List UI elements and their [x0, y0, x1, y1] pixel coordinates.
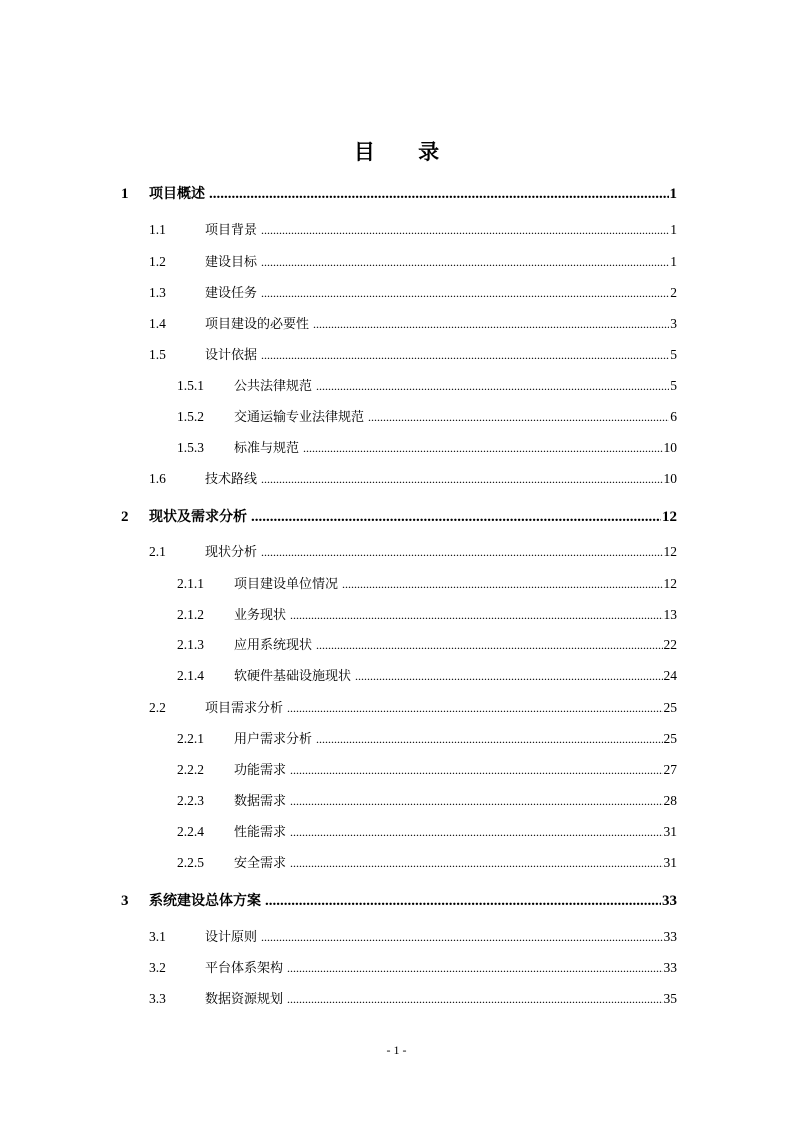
toc-entry[interactable] — [149, 541, 677, 560]
toc-entry-label: 项目建设单位情况 — [234, 577, 339, 592]
toc-entry[interactable] — [149, 697, 677, 716]
toc-entry-label: 项目需求分析 — [205, 701, 284, 716]
toc-entry-label: 功能需求 — [234, 763, 287, 778]
toc-entry-number: 3 — [121, 893, 129, 909]
toc-entry-label: 数据资源规划 — [205, 992, 284, 1007]
toc-entry-number: 3.2 — [149, 960, 166, 975]
toc-entry-page: 5 — [670, 378, 677, 393]
toc-entry-page: 33 — [663, 960, 677, 975]
toc-entry-page: 1 — [669, 186, 677, 202]
toc-leader-dots — [251, 509, 661, 526]
toc-leader-dots — [342, 577, 662, 592]
toc-leader-dots — [290, 856, 662, 871]
toc-entry-number: 2.2.3 — [177, 793, 204, 808]
page-number-footer: - 1 - — [386, 1043, 407, 1057]
toc-title: 目 录 — [353, 140, 458, 164]
toc-leader-dots — [265, 893, 661, 910]
toc-entry-label: 标准与规范 — [234, 441, 300, 456]
toc-leader-dots — [290, 825, 662, 840]
toc-leader-dots — [287, 992, 662, 1007]
toc-entry-label: 技术路线 — [205, 472, 258, 487]
toc-entry-number: 2.2.5 — [177, 855, 204, 870]
toc-entry-label: 现状及需求分析 — [149, 509, 247, 525]
toc-entry-page: 24 — [663, 668, 677, 683]
toc-entry-number: 2.1.1 — [177, 576, 204, 591]
toc-entry-page: 5 — [670, 347, 677, 362]
toc-entry-label: 设计原则 — [205, 930, 258, 945]
toc-entry-page: 2 — [670, 285, 677, 300]
toc-entry[interactable] — [177, 634, 677, 653]
toc-entry-number: 1.6 — [149, 471, 166, 486]
toc-entry-label: 项目建设的必要性 — [205, 317, 310, 332]
toc-entry-page: 1 — [670, 254, 677, 269]
toc-entry[interactable] — [177, 604, 677, 623]
toc-entry[interactable] — [121, 506, 677, 526]
toc-entry-number: 1.1 — [149, 222, 166, 237]
toc-entry[interactable] — [149, 468, 677, 487]
toc-entry[interactable] — [149, 957, 677, 976]
toc-entry-page: 10 — [663, 471, 677, 486]
toc-entry-page: 13 — [663, 607, 677, 622]
toc-entry-number: 1 — [121, 186, 129, 202]
toc-leader-dots — [290, 763, 662, 778]
toc-entry[interactable] — [177, 665, 677, 684]
toc-entry-label: 用户需求分析 — [234, 732, 313, 747]
toc-leader-dots — [261, 255, 669, 270]
toc-entry-number: 2.1.4 — [177, 668, 204, 683]
toc-leader-dots — [368, 410, 669, 425]
toc-leader-dots — [316, 638, 662, 653]
toc-entry[interactable] — [177, 437, 677, 456]
toc-entry-label: 数据需求 — [234, 794, 287, 809]
toc-entry-label: 公共法律规范 — [234, 379, 313, 394]
toc-entry-number: 1.2 — [149, 254, 166, 269]
toc-leader-dots — [303, 441, 662, 456]
toc-entry-page: 33 — [662, 893, 677, 909]
toc-leader-dots — [261, 348, 669, 363]
toc-leader-dots — [261, 286, 669, 301]
toc-entry[interactable] — [149, 988, 677, 1007]
toc-entry-page: 28 — [663, 793, 677, 808]
toc-entry-number: 2.2.4 — [177, 824, 204, 839]
toc-entry-label: 平台体系架构 — [205, 961, 284, 976]
toc-entry-label: 系统建设总体方案 — [149, 893, 261, 909]
toc-entry-label: 项目背景 — [205, 223, 258, 238]
toc-entry[interactable] — [121, 183, 677, 203]
toc-entry-page: 31 — [663, 824, 677, 839]
toc-entry-label: 设计依据 — [205, 348, 258, 363]
toc-entry-number: 2 — [121, 509, 129, 525]
toc-entry-number: 2.2 — [149, 700, 166, 715]
toc-leader-dots — [261, 223, 669, 238]
toc-entry-label: 交通运输专业法律规范 — [234, 410, 365, 425]
toc-entry-label: 建设任务 — [205, 286, 258, 301]
toc-entry[interactable] — [177, 406, 677, 425]
toc-entry[interactable] — [177, 852, 677, 871]
toc-entry[interactable] — [177, 790, 677, 809]
toc-entry-page: 12 — [663, 544, 677, 559]
toc-leader-dots — [209, 186, 669, 203]
toc-entry-number: 2.2.1 — [177, 731, 204, 746]
toc-entry-label: 业务现状 — [234, 608, 287, 623]
toc-entry-number: 1.3 — [149, 285, 166, 300]
toc-entry-number: 2.1.3 — [177, 637, 204, 652]
toc-entry[interactable] — [177, 375, 677, 394]
toc-entry-number: 2.1.2 — [177, 607, 204, 622]
toc-entry[interactable] — [149, 219, 677, 238]
toc-entry-number: 1.5.2 — [177, 409, 204, 424]
toc-entry-label: 性能需求 — [234, 825, 287, 840]
toc-entry[interactable] — [177, 728, 677, 747]
toc-entry-label: 建设目标 — [205, 255, 258, 270]
toc-entry-label: 应用系统现状 — [234, 638, 313, 653]
toc-leader-dots — [261, 472, 662, 487]
toc-leader-dots — [287, 961, 662, 976]
toc-entry-label: 项目概述 — [149, 186, 205, 202]
toc-leader-dots — [287, 701, 662, 716]
toc-entry-number: 1.5.1 — [177, 378, 204, 393]
toc-entry-page: 6 — [670, 409, 677, 424]
toc-leader-dots — [261, 930, 662, 945]
toc-entry[interactable] — [149, 313, 677, 332]
toc-entry-number: 1.5.3 — [177, 440, 204, 455]
toc-entry-label: 现状分析 — [205, 545, 258, 560]
toc-entry-number: 3.3 — [149, 991, 166, 1006]
toc-entry-label: 安全需求 — [234, 856, 287, 871]
toc-leader-dots — [355, 669, 662, 684]
toc-entry-page: 27 — [663, 762, 677, 777]
toc-entry[interactable] — [149, 251, 677, 270]
toc-entry-page: 31 — [663, 855, 677, 870]
toc-entry-page: 10 — [663, 440, 677, 455]
toc-entry-page: 12 — [662, 509, 677, 525]
toc-entry[interactable] — [177, 759, 677, 778]
toc-leader-dots — [290, 608, 662, 623]
toc-entry[interactable] — [177, 573, 677, 592]
toc-entry[interactable] — [121, 890, 677, 910]
toc-entry-number: 1.5 — [149, 347, 166, 362]
toc-entry-page: 25 — [663, 700, 677, 715]
toc-entry-page: 22 — [663, 637, 677, 652]
toc-leader-dots — [261, 545, 662, 560]
toc-entry-label: 软硬件基础设施现状 — [234, 669, 352, 684]
toc-leader-dots — [316, 732, 662, 747]
toc-entry-page: 1 — [670, 222, 677, 237]
toc-entry-number: 2.1 — [149, 544, 166, 559]
toc-entry-number: 2.2.2 — [177, 762, 204, 777]
toc-entry-number: 3.1 — [149, 929, 166, 944]
toc-entry[interactable] — [177, 821, 677, 840]
toc-entry-page: 25 — [663, 731, 677, 746]
toc-entry-page: 3 — [670, 316, 677, 331]
toc-leader-dots — [313, 317, 669, 332]
toc-entry-page: 12 — [663, 576, 677, 591]
toc-leader-dots — [316, 379, 669, 394]
toc-leader-dots — [290, 794, 662, 809]
toc-entry-page: 33 — [663, 929, 677, 944]
toc-entry[interactable] — [149, 344, 677, 363]
toc-entry[interactable] — [149, 926, 677, 945]
toc-entry[interactable] — [149, 282, 677, 301]
toc-entry-number: 1.4 — [149, 316, 166, 331]
toc-entry-page: 35 — [663, 991, 677, 1006]
